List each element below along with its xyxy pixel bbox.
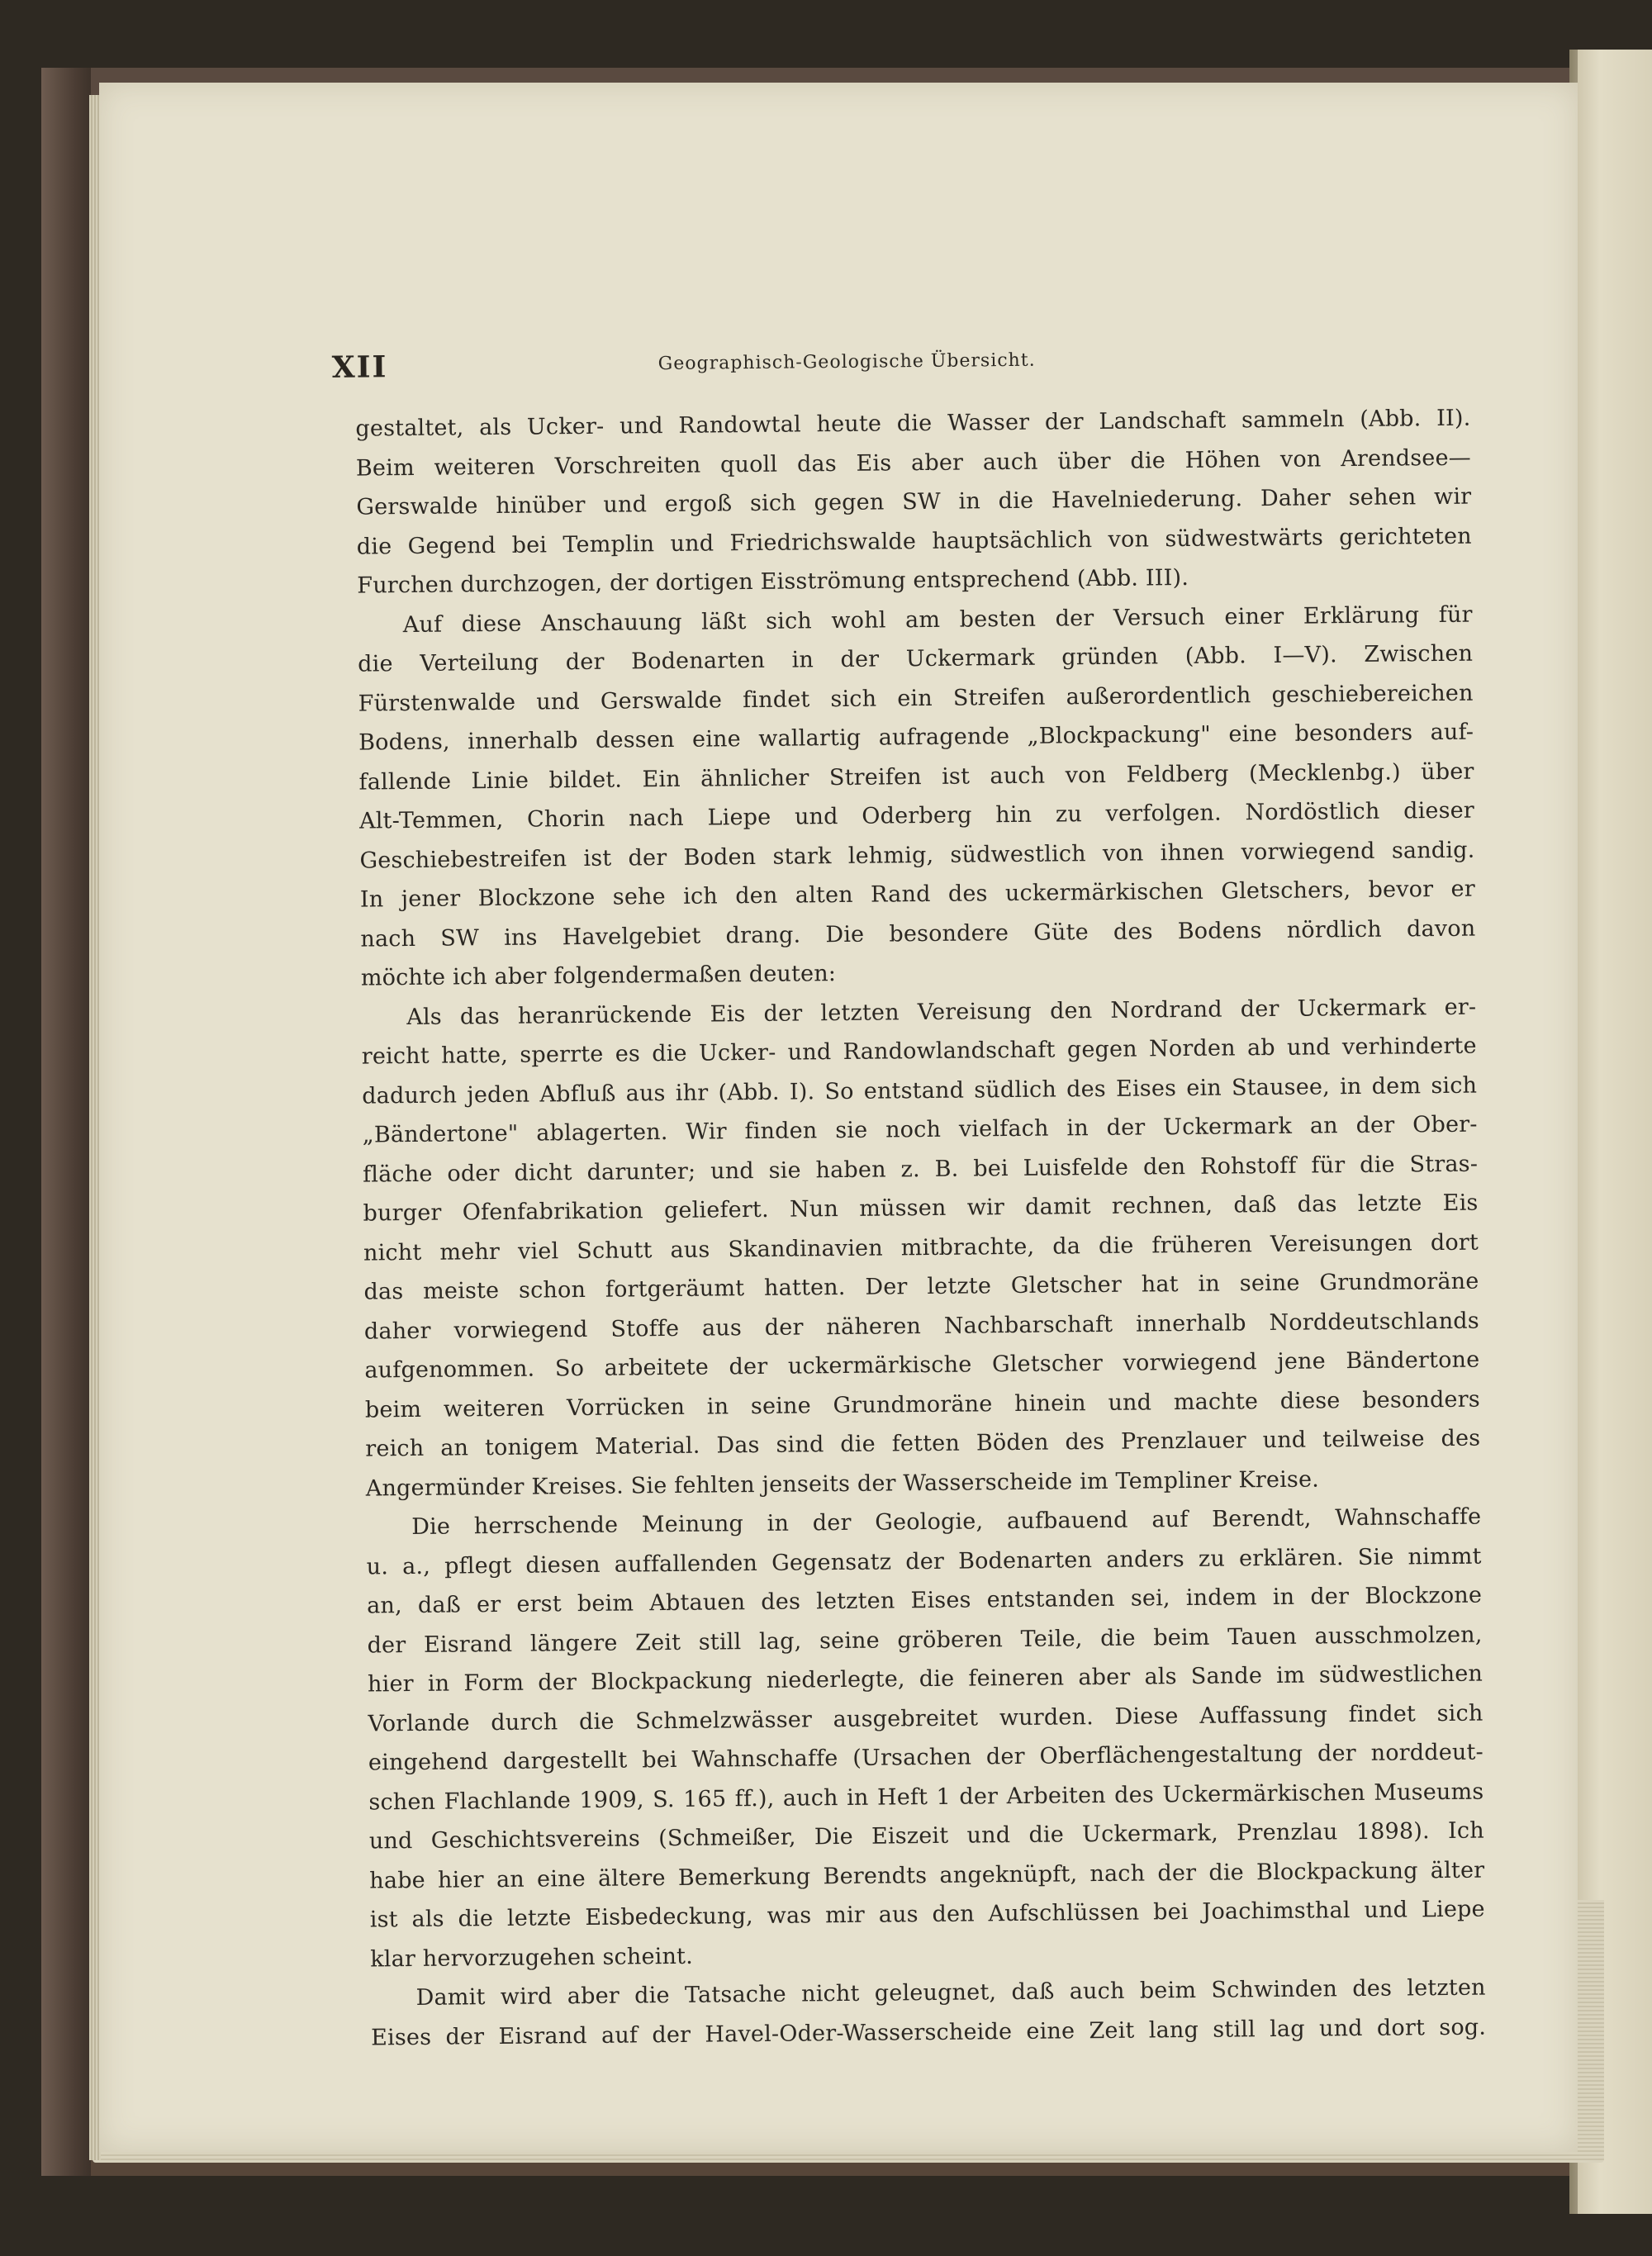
page-number: XII (331, 349, 388, 385)
text-line: Gerswalde hinüber und ergoß sich gegen SW in die Havelniederung. Daher sehen wir (356, 483, 1472, 520)
text-line: aufgenommen. So arbeitete der uckermärkische Gletscher vorwiegend jene Bändertone (364, 1346, 1480, 1384)
text-line: Eises der Eisrand auf der Havel-Oder-Wasserscheide eine Zeit lang still lag und dort sog. (371, 2014, 1487, 2051)
text-line: der Eisrand längere Zeit still lag, seine gröberen Teile, die beim Tauen ausschmolzen, (367, 1622, 1483, 1659)
text-line: burger Ofenfabrikation geliefert. Nun müssen wir damit rechnen, daß das letzte Eis (363, 1190, 1479, 1227)
page-header (332, 339, 1489, 399)
next-page-edge (1578, 50, 1652, 2214)
running-title: Geographisch-Geologische Übersicht. (657, 349, 1036, 375)
text-line: an, daß er erst beim Abtauen des letzten Eises entstanden sei, indem in der Blockzone (367, 1582, 1483, 1619)
text-line: Als das heranrückende Eis der letzten Vereisung den Nordrand der Uckermark er- (406, 994, 1477, 1030)
book-spine-edge (41, 68, 91, 2176)
text-line: fallende Linie bildet. Ein ähnlicher Streifen ist auch von Feldberg (Mecklenbg.) über (358, 758, 1474, 796)
text-line: reich an tonigem Material. Das sind die fetten Böden des Prenzlauer und teilweise des (365, 1425, 1481, 1462)
text-line: „Bändertone" ablagerten. Wir finden sie noch vielfach in der Uckermark an der Ober- (362, 1111, 1478, 1148)
text-line: und Geschichtsvereins (Schmeißer, Die Eiszeit und die Uckermark, Prenzlau 1898). Ich (368, 1817, 1484, 1855)
text-line: nicht mehr viel Schutt aus Skandinavien mitbrachte, da die früheren Vereisungen dort (363, 1229, 1479, 1266)
text-line: die Verteilung der Bodenarten in der Uckermark gründen (Abb. I—V). Zwischen (358, 640, 1474, 677)
text-line: Auf diese Anschauung läßt sich wohl am besten der Versuch einer Erklärung für (402, 601, 1473, 638)
text-line: u. a., pflegt diesen auffallenden Gegensatz der Bodenarten anders zu erklären. Sie nimmt (366, 1543, 1482, 1580)
text-line: schen Flachlande 1909, S. 165 ff.), auch in Heft 1 der Arbeiten des Uckermärkischen Museums (368, 1779, 1484, 1816)
text-line: hier in Form der Blockpackung niederlegte, die feineren aber als Sande im südwestlichen (367, 1660, 1483, 1698)
text-line: dadurch jeden Abfluß aus ihr (Abb. I). So entstand südlich des Eises ein Stausee, in dem sich (362, 1072, 1478, 1109)
text-line: Furchen durchzogen, der dortigen Eisströmung entsprechend (Abb. III). (357, 564, 1189, 599)
text-line: die Gegend bei Templin und Friedrichswalde hauptsächlich von südwestwärts gerichteten (356, 523, 1472, 560)
text-line: reicht hatte, sperrte es die Ucker- und Randowlandschaft gegen Norden ab und verhinderte (361, 1033, 1477, 1070)
text-line: möchte ich aber folgendermaßen deuten: (360, 961, 837, 991)
body-text (355, 399, 1486, 2058)
text-line: Fürstenwalde und Gerswalde findet sich ein Streifen außerordentlich geschiebereichen (358, 680, 1474, 717)
text-line: Die herrschende Meinung in der Geologie, aufbauend auf Berendt, Wahnschaffe (411, 1503, 1482, 1541)
text-line: daher vorwiegend Stoffe aus der näheren Nachbarschaft innerhalb Norddeutschlands (363, 1308, 1480, 1345)
text-line: beim weiteren Vorrücken in seine Grundmoräne hinein und machte diese besonders (364, 1386, 1480, 1423)
text-line: fläche oder dicht darunter; und sie haben z. B. bei Luisfelde den Rohstoff für die Stras- (362, 1151, 1479, 1188)
text-line: eingehend dargestellt bei Wahnschaffe (Ursachen der Oberflächengestaltung der norddeut- (368, 1739, 1484, 1776)
text-line: Vorlande durch die Schmelzwässer ausgebreitet wurden. Diese Auffassung findet sich (368, 1700, 1483, 1737)
text-line: nach SW ins Havelgebiet drang. Die besondere Güte des Bodens nördlich davon (360, 915, 1476, 952)
book-page (99, 83, 1578, 2152)
text-line: Angermünder Kreises. Sie fehlten jenseits der Wasserscheide im Templiner Kreise. (365, 1465, 1320, 1502)
text-line: ist als die letzte Eisbedeckung, was mir aus den Aufschlüssen bei Joachimsthal und Liepe (369, 1896, 1485, 1933)
text-line: das meiste schon fortgeräumt hatten. Der letzte Gletscher hat in seine Grundmoräne (363, 1268, 1479, 1305)
text-line: klar hervorzugehen scheint. (370, 1943, 694, 1973)
text-line: habe hier an eine ältere Bemerkung Berendts angeknüpft, nach der die Blockpackung älter (369, 1857, 1485, 1894)
text-line: Bodens, innerhalb dessen eine wallartig aufragende „Blockpackung" eine besonders auf- (358, 719, 1474, 756)
text-line: gestaltet, als Ucker- und Randowtal heute die Wasser der Landschaft sammeln (Abb. II). (355, 405, 1471, 442)
text-line: In jener Blockzone sehe ich den alten Rand des uckermärkischen Gletschers, bevor er (359, 876, 1476, 913)
text-line: Beim weiteren Vorschreiten quoll das Eis aber auch über die Höhen von Arendsee— (355, 444, 1472, 482)
page-content (90, 76, 1588, 2159)
text-line: Alt-Temmen, Chorin nach Liepe und Oderberg hin zu verfolgen. Nordöstlich dieser (358, 797, 1475, 834)
text-line: Damit wird aber die Tatsache nicht geleugnet, daß auch beim Schwinden des letzten (415, 1974, 1486, 2011)
text-line: Geschiebestreifen ist der Boden stark lehmig, südwestlich von ihnen vorwiegend sandig. (359, 837, 1475, 874)
